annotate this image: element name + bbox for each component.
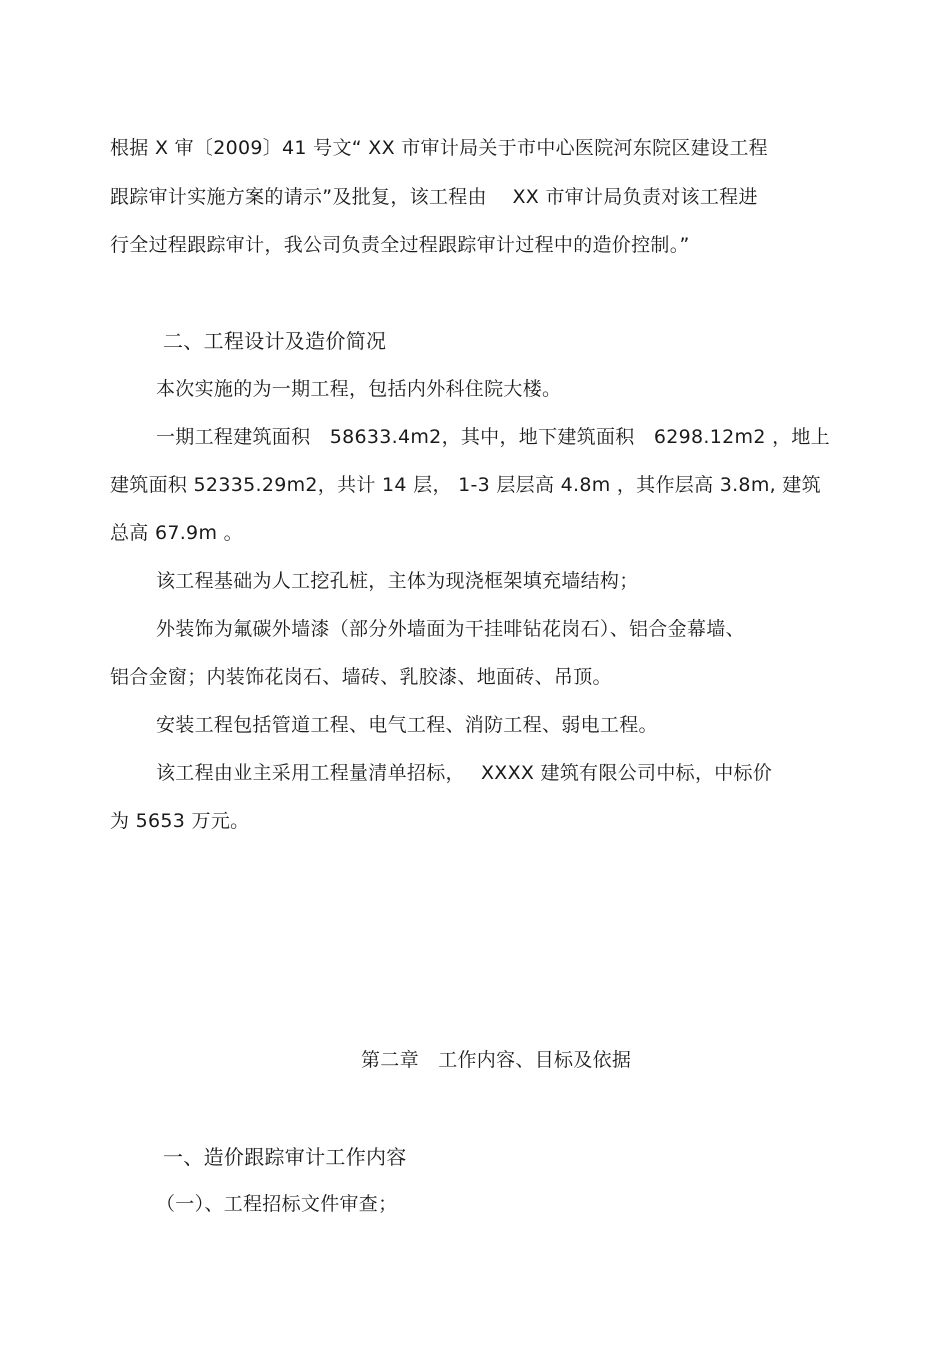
paragraph-decoration-line-2: 铝合金窗；内装饰花岗石、墙砖、乳胶漆、地面砖、吊顶。 — [110, 666, 612, 688]
paragraph-area-line-3: 总高 67.9m 。 — [110, 522, 243, 544]
paragraph-bidding-line-1: 该工程由业主采用工程量清单招标， XXXX 建筑有限公司中标，中标价 — [156, 762, 773, 784]
paragraph-area-line-2: 建筑面积 52335.29m2，共计 14 层， 1-3 层层高 4.8m ，其作层高 3.8m, 建筑 — [110, 474, 821, 496]
section-heading-work-content: 一、造价跟踪审计工作内容 — [163, 1145, 407, 1169]
paragraph-foundation: 该工程基础为人工挖孔桩，主体为现浇框架填充墙结构； — [156, 570, 639, 592]
list-item-tender-review: （一）、工程招标文件审查； — [156, 1193, 398, 1215]
intro-line-3: 行全过程跟踪审计，我公司负责全过程跟踪审计过程中的造价控制。” — [110, 234, 690, 256]
paragraph-bidding-line-2: 为 5653 万元。 — [110, 810, 250, 832]
paragraph-decoration-line-1: 外装饰为氟碳外墙漆（部分外墙面为干挂啡钻花岗石）、铝合金幕墙、 — [156, 618, 745, 640]
chapter-title: 第二章 工作内容、目标及依据 — [361, 1049, 632, 1071]
paragraph-installation: 安装工程包括管道工程、电气工程、消防工程、弱电工程。 — [156, 714, 658, 736]
section-heading-design-cost: 二、工程设计及造价简况 — [163, 329, 387, 353]
intro-line-1: 根据 X 审〔2009〕41 号文“ XX 市审计局关于市中心医院河东院区建设工程 — [110, 137, 768, 159]
paragraph-area-line-1: 一期工程建筑面积 58633.4m2，其中，地下建筑面积 6298.12m2 ，地上 — [156, 426, 830, 448]
paragraph-phase-one: 本次实施的为一期工程，包括内外科住院大楼。 — [156, 378, 562, 400]
intro-line-2: 跟踪审计实施方案的请示”及批复，该工程由 XX 市审计局负责对该工程进 — [110, 186, 758, 208]
